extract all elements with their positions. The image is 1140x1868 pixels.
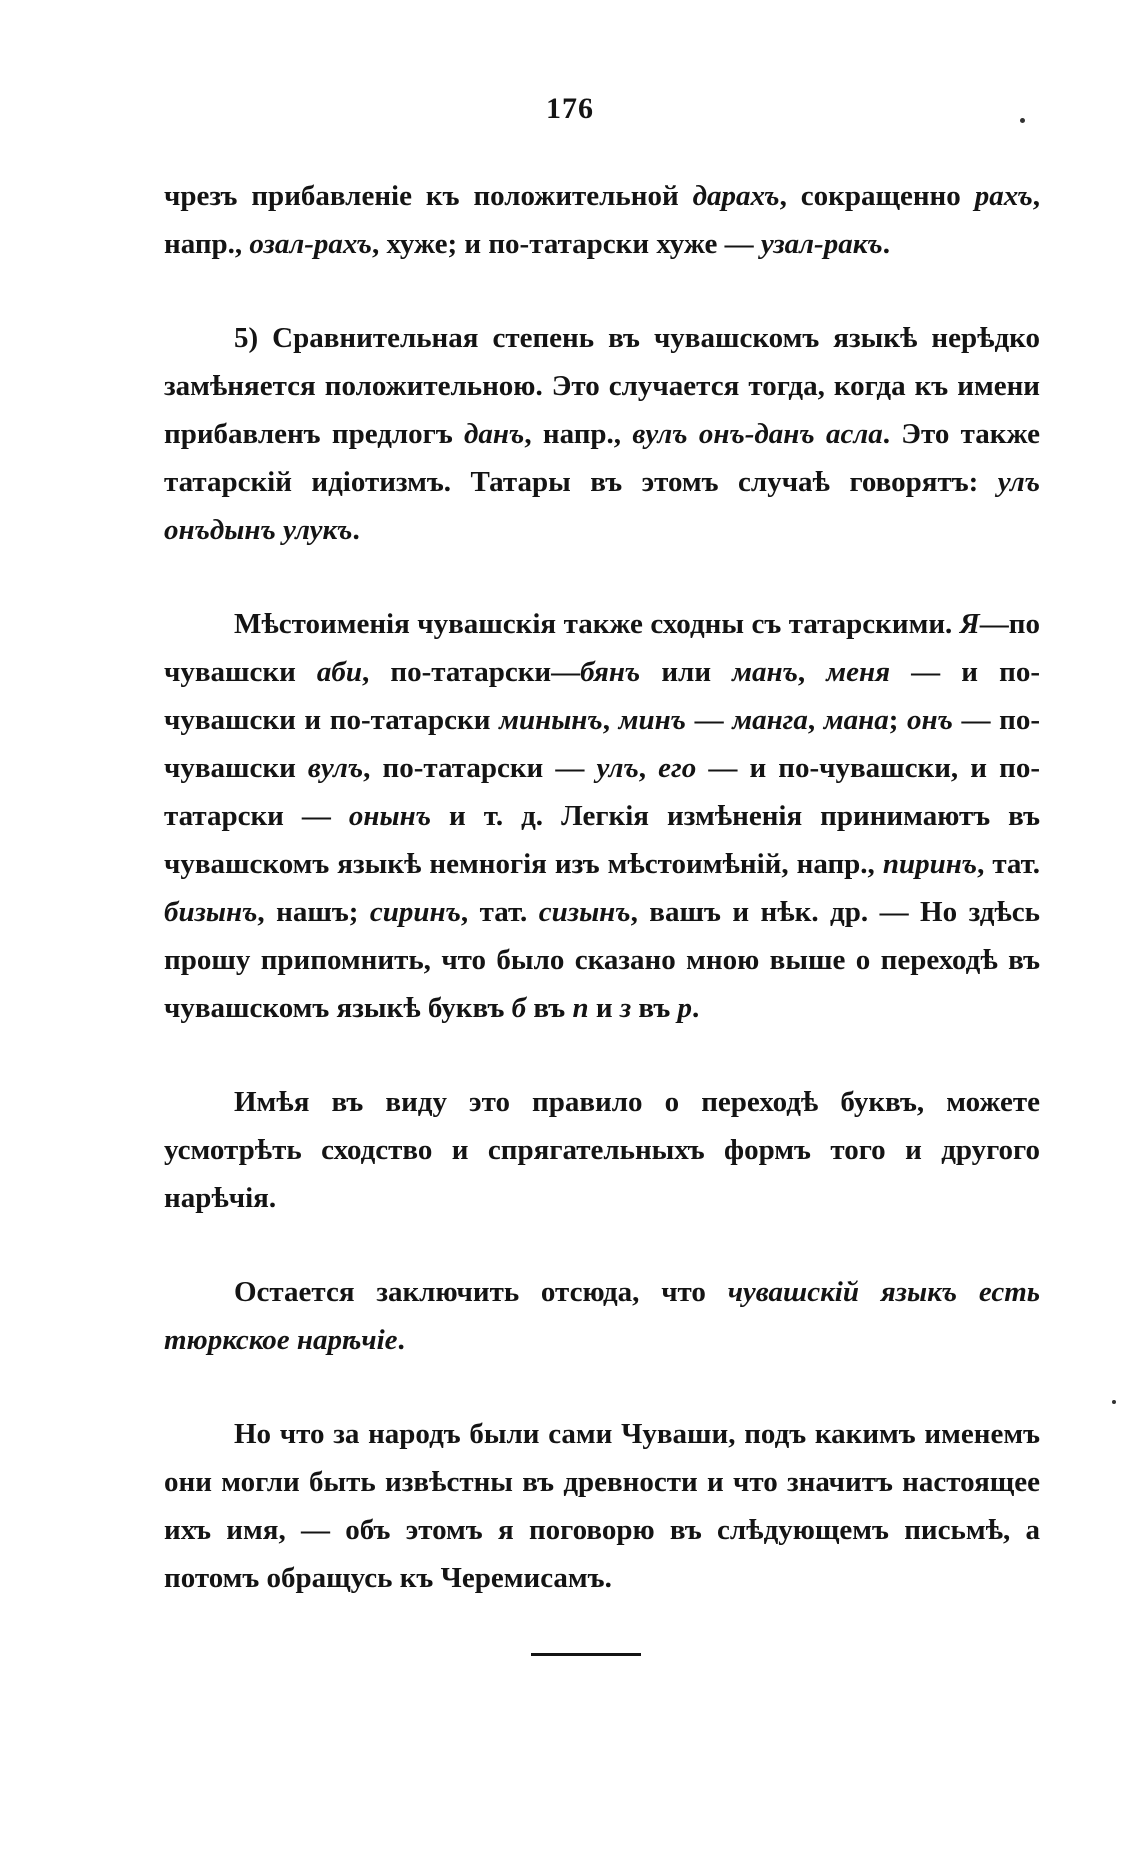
italic-term: сиринъ — [369, 896, 461, 928]
text-run: , нашъ; — [257, 896, 370, 928]
italic-term: мана — [823, 704, 889, 736]
italic-term: улъ — [596, 752, 639, 784]
text-run: , — [797, 656, 827, 688]
text-run: — и по-чувашски, и по-татарски — — [164, 752, 1040, 832]
body-text — [164, 172, 1040, 1602]
italic-term: б — [511, 992, 527, 1024]
italic-term: манъ — [732, 656, 798, 688]
text-run: , — [638, 752, 659, 784]
text-run: въ — [631, 992, 678, 1024]
paragraph-conjugation-forms — [164, 1078, 1040, 1222]
text-run: , по-татарски — — [363, 752, 597, 784]
text-run: Но что за народъ были сами Чуваши, подъ какимъ именемъ они могли быть извѣстны въ древности и что значитъ настоящее ихъ имя, — объ этомъ я поговорю въ слѣдующемъ письмѣ, а потомъ обращусь къ Черемисамъ. — [164, 1418, 1040, 1594]
text-run: , напр., — [524, 418, 633, 450]
italic-term: минъ — [618, 704, 686, 736]
text-run: и т. д. Легкія измѣненія принимаютъ въ чувашскомъ языкѣ немногія изъ мѣстоимѣній, напр., — [164, 800, 1040, 880]
italic-term: узал-ракъ — [760, 228, 883, 260]
page-number: 176 — [546, 92, 594, 125]
italic-term: минынъ — [499, 704, 603, 736]
italic-term: сизынъ — [538, 896, 631, 928]
text-run: ; — [888, 704, 907, 736]
paragraph-comparative-suffix — [164, 172, 1040, 268]
text-run: 5) Сравнительная степень въ чувашскомъ языкѣ нерѣдко замѣняется положительною. Это случается тогда, когда къ имени прибавленъ предлогъ — [164, 322, 1040, 450]
italic-term: вулъ — [307, 752, 364, 784]
text-run: Остается заключить отсюда, что — [234, 1276, 728, 1308]
text-run: , тат. — [460, 896, 539, 928]
text-run: , — [807, 704, 824, 736]
end-rule — [531, 1653, 641, 1656]
italic-term: дарахъ — [692, 180, 780, 212]
text-run: , по-татарски— — [362, 656, 581, 688]
italic-term: бизынъ — [164, 896, 258, 928]
text-run: . — [882, 228, 890, 260]
text-run: . — [692, 992, 700, 1024]
paragraph-pronouns — [164, 600, 1040, 1032]
italic-term: онынъ — [348, 800, 432, 832]
italic-term: аби — [316, 656, 363, 688]
text-run: и — [588, 992, 620, 1024]
text-run: . Это также татарскій идіотизмъ. Татары въ этомъ случаѣ говорятъ: — [164, 418, 1040, 498]
text-run: — и по-чувашски и по-татарски — [164, 656, 1041, 736]
text-run: —по чувашски — [164, 608, 1040, 688]
text-run: , сокращенно — [779, 180, 975, 212]
paragraph-comparative-degree — [164, 314, 1040, 554]
text-run: Мѣстоименія чувашскія также сходны съ татарскими. — [234, 608, 960, 640]
italic-term: рахъ — [974, 180, 1033, 212]
text-run: , тат. — [977, 848, 1040, 880]
text-run: , хуже; и по-татарски хуже — — [371, 228, 761, 260]
italic-term: онъ — [907, 704, 953, 736]
italic-term: з — [619, 992, 632, 1024]
italic-term: пиринъ — [882, 848, 978, 880]
italic-term: вулъ онъ-данъ асла — [632, 418, 883, 450]
italic-term: р — [677, 992, 692, 1024]
italic-term: данъ — [464, 418, 525, 450]
italic-term: бянъ — [580, 656, 641, 688]
paragraph-next-letter — [164, 1410, 1040, 1602]
text-run: въ — [526, 992, 573, 1024]
text-run: , вашъ и нѣк. др. — Но здѣсь прошу припомнить, что было сказано мною выше о переходѣ въ чувашскомъ языкѣ буквъ — [164, 896, 1040, 1024]
print-speck — [1112, 1400, 1116, 1404]
italic-term: меня — [826, 656, 891, 688]
text-run: Имѣя въ виду это правило о переходѣ буквъ, можете усмотрѣть сходство и спрягательныхъ формъ того и другого нарѣчія. — [164, 1086, 1040, 1214]
print-speck — [1020, 118, 1025, 123]
text-run: — по-чувашски — [164, 704, 1040, 784]
text-run: , — [602, 704, 619, 736]
text-run: , напр., — [164, 180, 1040, 260]
italic-term: манга — [732, 704, 808, 736]
text-run: или — [640, 656, 733, 688]
italic-term: п — [572, 992, 589, 1024]
italic-term: Я — [959, 608, 980, 640]
text-run: — — [685, 704, 733, 736]
italic-term: чувашскій языкъ есть тюркское нарѣчіе — [164, 1276, 1041, 1356]
text-run: чрезъ прибавленіе къ положительной — [164, 180, 693, 212]
text-run: . — [352, 514, 360, 546]
italic-term: улъ онъдынъ улукъ — [164, 466, 1040, 546]
paragraph-conclusion — [164, 1268, 1040, 1364]
italic-term: его — [658, 752, 697, 784]
text-run: . — [397, 1324, 405, 1356]
italic-term: озал-рахъ — [249, 228, 372, 260]
